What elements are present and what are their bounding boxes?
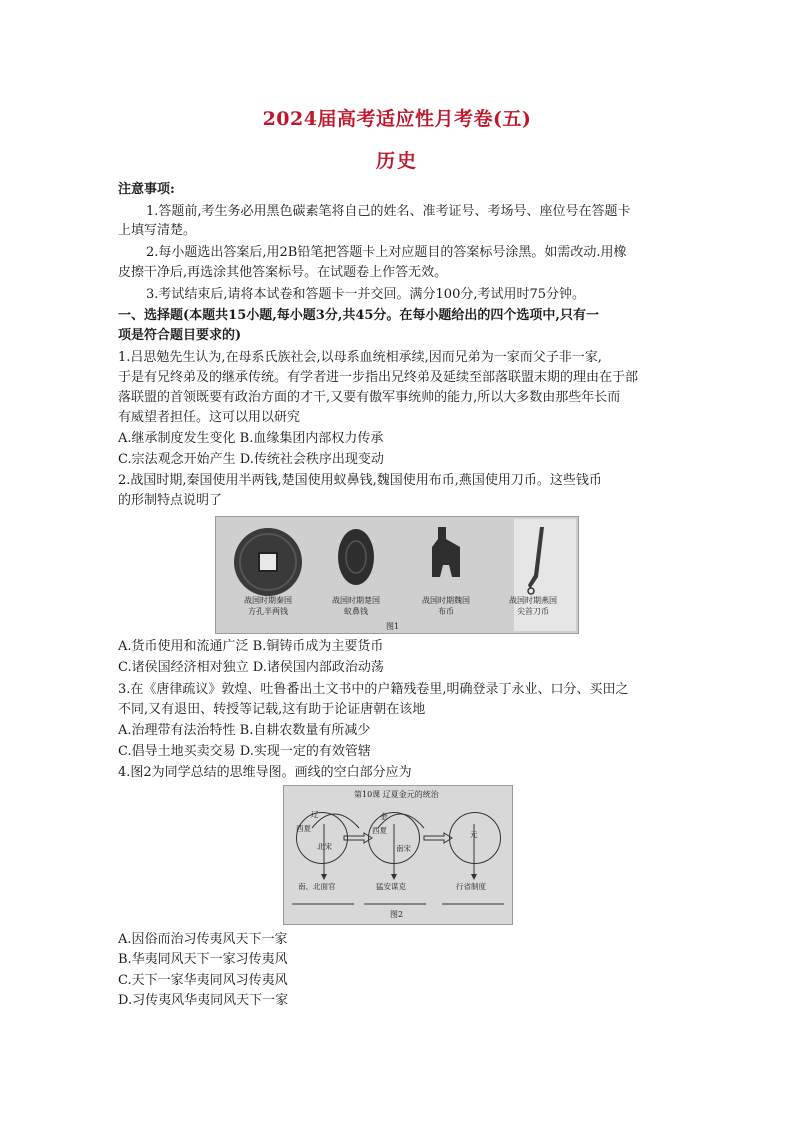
q1-options: A.继承制度发生变化 B.血缘集团内部权力传承 bbox=[118, 431, 384, 446]
coin-caption: 尖首刀币 bbox=[517, 607, 549, 616]
q2-options: A.货币使用和流通广泛 B.铜铸币成为主要货币 bbox=[118, 639, 384, 654]
subject-title: 历史 bbox=[375, 150, 418, 172]
q1-stem: 1.吕思勉先生认为,在母系氏族社会,以母系血统相承续,因而兄弟为一家而父子非一家, bbox=[118, 350, 602, 365]
node-xixia-2: 西夏 bbox=[372, 826, 387, 835]
mindmap-circle bbox=[296, 812, 348, 864]
exam-title: 2024届高考适应性月考卷(五) bbox=[262, 108, 532, 130]
arrow-right-icon bbox=[424, 833, 452, 843]
q4-option: D.习传夷风华夷同风天下一家 bbox=[118, 993, 289, 1008]
node-item3: 行省制度 bbox=[456, 882, 486, 891]
notes-line: 皮擦干净后,再选涂其他答案标号。在试题卷上作答无效。 bbox=[118, 265, 448, 280]
q2-stem: 的形制特点说明了 bbox=[118, 493, 223, 508]
coin-caption: 布币 bbox=[438, 607, 454, 616]
node-beisong: 北宋 bbox=[317, 842, 332, 851]
coin-figure bbox=[215, 516, 579, 634]
spade-coin-icon bbox=[432, 527, 460, 577]
coin-caption: 方孔半两钱 bbox=[248, 607, 288, 616]
coin-caption: 战国时期秦国 bbox=[244, 596, 292, 605]
node-item1: 南、北面官 bbox=[298, 882, 336, 891]
notes-line: 1.答题前,考生务必用黑色碳素笔将自己的姓名、准考证号、考场号、座位号在答题卡 bbox=[146, 204, 631, 219]
q4-option: A.因俗而治习传夷风天下一家 bbox=[118, 932, 288, 947]
q4-stem: 4.图2为同学总结的思维导图。画线的空白部分应为 bbox=[118, 765, 412, 780]
q1-stem: 于是有兄终弟及的继承传统。有学者进一步指出兄终弟及延续至部落联盟末期的理由在于部 bbox=[118, 370, 639, 385]
node-xixia: 西夏 bbox=[296, 824, 311, 833]
node-jin: 金 bbox=[380, 812, 388, 821]
q4-option: C.天下一家华夷同风习传夷风 bbox=[118, 973, 288, 988]
coin-caption: 战国时期楚国 bbox=[332, 596, 380, 605]
section-heading: 一、选择题(本题共15小题,每小题3分,共45分。在每小题给出的四个选项中,只有一 bbox=[118, 308, 599, 323]
q1-stem: 有威望者担任。这可以用以研究 bbox=[118, 410, 301, 425]
q1-options: C.宗法观念开始产生 D.传统社会秩序出现变动 bbox=[118, 452, 384, 467]
yibi-coin-icon bbox=[338, 529, 374, 585]
notes-heading: 注意事项: bbox=[118, 182, 175, 197]
notes-line: 3.考试结束后,请将本试卷和答题卡一并交回。满分100分,考试用时75分钟。 bbox=[146, 287, 586, 302]
section-heading: 项是符合题目要求的) bbox=[118, 328, 242, 343]
notes-line: 上填写清楚。 bbox=[118, 223, 197, 238]
node-item2: 猛安谋克 bbox=[376, 882, 406, 891]
node-yuan: 元 bbox=[470, 830, 478, 839]
notes-line: 2.每小题选出答案后,用2B铅笔把答题卡上对应题目的答案标号涂黑。如需改动.用橡 bbox=[146, 245, 627, 260]
coin-caption: 战国时期燕国 bbox=[509, 596, 557, 605]
q1-stem: 落联盟的首领既要有政治方面的才干,又要有傲军事统帅的能力,所以大多数由那些年长而 bbox=[118, 390, 621, 405]
figure-label: 图1 bbox=[386, 622, 400, 631]
node-liao: 辽 bbox=[311, 810, 319, 819]
coin-caption: 蚁鼻钱 bbox=[344, 607, 368, 616]
q2-stem: 2.战国时期,秦国使用半两钱,楚国使用蚁鼻钱,魏国使用布币,燕国使用刀币。这些钱币 bbox=[118, 473, 602, 488]
q4-option: B.华夷同风天下一家习传夷风 bbox=[118, 952, 288, 967]
mindmap-circle bbox=[368, 812, 420, 864]
q3-stem: 3.在《唐律疏议》敦煌、吐鲁番出土文书中的户籍残卷里,明确登录丁永业、口分、买田之 bbox=[118, 682, 629, 697]
mindmap-title: 第10课 辽夏金元的统治 bbox=[354, 790, 439, 799]
q3-options: C.倡导土地买卖交易 D.实现一定的有效管辖 bbox=[118, 744, 371, 759]
figure-label: 图2 bbox=[390, 910, 404, 919]
coin-caption: 战国时期魏国 bbox=[422, 596, 470, 605]
q3-options: A.治理带有法治特性 B.自耕农数量有所减少 bbox=[118, 723, 371, 738]
mindmap-figure bbox=[283, 785, 513, 925]
q2-options: C.诸侯国经济相对独立 D.诸侯国内部政治动荡 bbox=[118, 660, 384, 675]
node-nansong: 南宋 bbox=[396, 844, 411, 853]
q3-stem: 不同,又有退田、转授等记载,这有助于论证唐朝在该地 bbox=[118, 702, 426, 717]
